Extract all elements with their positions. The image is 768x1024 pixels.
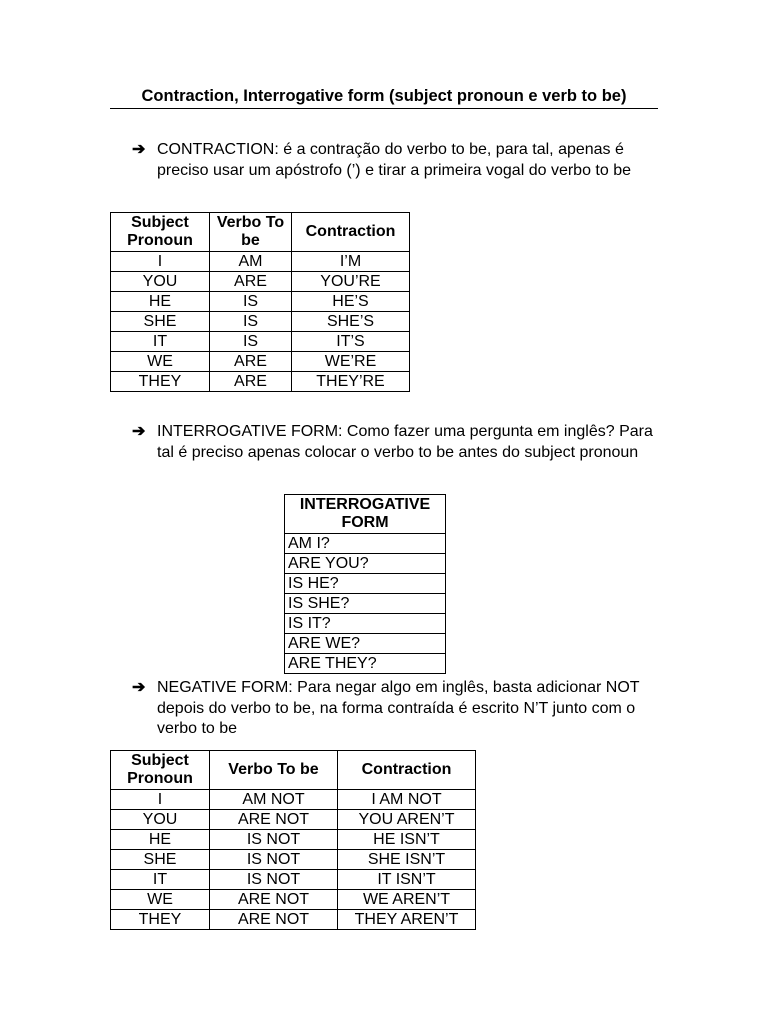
contraction-table [110, 212, 410, 392]
table-row [285, 634, 446, 654]
table-cell: IS [210, 312, 292, 332]
table-cell: SHE’S [292, 312, 410, 332]
negative-table-body [111, 790, 476, 930]
table-cell: HE [111, 292, 210, 312]
table-cell: ARE WE? [285, 634, 446, 654]
table-row [111, 352, 410, 372]
header-verb: Verbo To be [210, 213, 292, 252]
table-cell: HE’S [292, 292, 410, 312]
header-contraction: Contraction [338, 751, 476, 790]
table-cell: HE [111, 830, 210, 850]
table-cell: THEY AREN’T [338, 910, 476, 930]
header-subject: Subject Pronoun [111, 213, 210, 252]
table-cell: I [111, 790, 210, 810]
table-row [111, 830, 476, 850]
table-header-row [285, 495, 446, 534]
table-cell: IS HE? [285, 574, 446, 594]
table-cell: THEY [111, 372, 210, 392]
interrogative-text: INTERROGATIVE FORM: Como fazer uma pergunta em inglês? Para tal é preciso apenas colocar o verbo to be antes do subject pronoun [157, 423, 653, 461]
table-cell: THEY’RE [292, 372, 410, 392]
table-row [111, 332, 410, 352]
table-row [111, 312, 410, 332]
interrogative-table-body [285, 534, 446, 674]
header-contraction: Contraction [292, 213, 410, 252]
table-header-row [111, 751, 476, 790]
table-row [285, 594, 446, 614]
table-cell: WE AREN’T [338, 890, 476, 910]
table-cell: ARE NOT [210, 910, 338, 930]
table-row [111, 850, 476, 870]
table-row [111, 870, 476, 890]
arrow-right-icon: ➔ [132, 679, 146, 696]
table-cell: IS [210, 332, 292, 352]
table-cell: SHE ISN’T [338, 850, 476, 870]
table-row [285, 574, 446, 594]
table-cell: SHE [111, 312, 210, 332]
table-cell: YOU AREN’T [338, 810, 476, 830]
table-header-row [111, 213, 410, 252]
negative-table [110, 750, 476, 930]
table-cell: ARE NOT [210, 810, 338, 830]
negative-text: NEGATIVE FORM: Para negar algo em inglês, basta adicionar NOT depois do verbo to be, na forma contraída é escrito N’T junto com o verbo to be [157, 679, 640, 737]
table-cell: IS NOT [210, 850, 338, 870]
header-verb: Verbo To be [210, 751, 338, 790]
table-row [111, 910, 476, 930]
table-cell: WE [111, 890, 210, 910]
table-cell: YOU’RE [292, 272, 410, 292]
header-subject: Subject Pronoun [111, 751, 210, 790]
interrogative-table [284, 494, 446, 674]
table-cell: IT ISN’T [338, 870, 476, 890]
table-cell: THEY [111, 910, 210, 930]
arrow-right-icon: ➔ [132, 423, 146, 440]
table-cell: WE [111, 352, 210, 372]
table-cell: AM NOT [210, 790, 338, 810]
table-row [111, 272, 410, 292]
table-row [111, 790, 476, 810]
table-cell: ARE [210, 352, 292, 372]
table-row [285, 554, 446, 574]
interrogative-paragraph [132, 422, 662, 463]
table-cell: IS NOT [210, 870, 338, 890]
table-cell: IS IT? [285, 614, 446, 634]
table-row [285, 654, 446, 674]
table-cell: IS [210, 292, 292, 312]
table-cell: AM I? [285, 534, 446, 554]
table-cell: I [111, 252, 210, 272]
table-cell: IT [111, 870, 210, 890]
table-cell: ARE YOU? [285, 554, 446, 574]
table-cell: IT [111, 332, 210, 352]
arrow-right-icon: ➔ [132, 141, 146, 158]
table-cell: IS SHE? [285, 594, 446, 614]
table-row [111, 810, 476, 830]
table-cell: IS NOT [210, 830, 338, 850]
table-cell: I AM NOT [338, 790, 476, 810]
table-cell: HE ISN’T [338, 830, 476, 850]
table-row [111, 292, 410, 312]
table-cell: ARE [210, 372, 292, 392]
header-interrogative: INTERROGATIVE FORM [285, 495, 446, 534]
table-cell: SHE [111, 850, 210, 870]
table-row [111, 890, 476, 910]
contraction-text: CONTRACTION: é a contração do verbo to be, para tal, apenas é preciso usar um apóstrofo (’) e tirar a primeira vogal do verbo to be [157, 141, 631, 179]
table-cell: ARE [210, 272, 292, 292]
table-row [285, 534, 446, 554]
contraction-paragraph [132, 140, 662, 181]
table-cell: YOU [111, 810, 210, 830]
table-row [111, 252, 410, 272]
table-cell: WE’RE [292, 352, 410, 372]
contraction-table-body [111, 252, 410, 392]
table-row [111, 372, 410, 392]
table-cell: ARE THEY? [285, 654, 446, 674]
negative-paragraph [132, 678, 662, 740]
table-cell: YOU [111, 272, 210, 292]
table-cell: AM [210, 252, 292, 272]
table-cell: I’M [292, 252, 410, 272]
table-cell: IT’S [292, 332, 410, 352]
table-cell: ARE NOT [210, 890, 338, 910]
table-row [285, 614, 446, 634]
page-title: Contraction, Interrogative form (subject pronoun e verb to be) [110, 86, 658, 109]
